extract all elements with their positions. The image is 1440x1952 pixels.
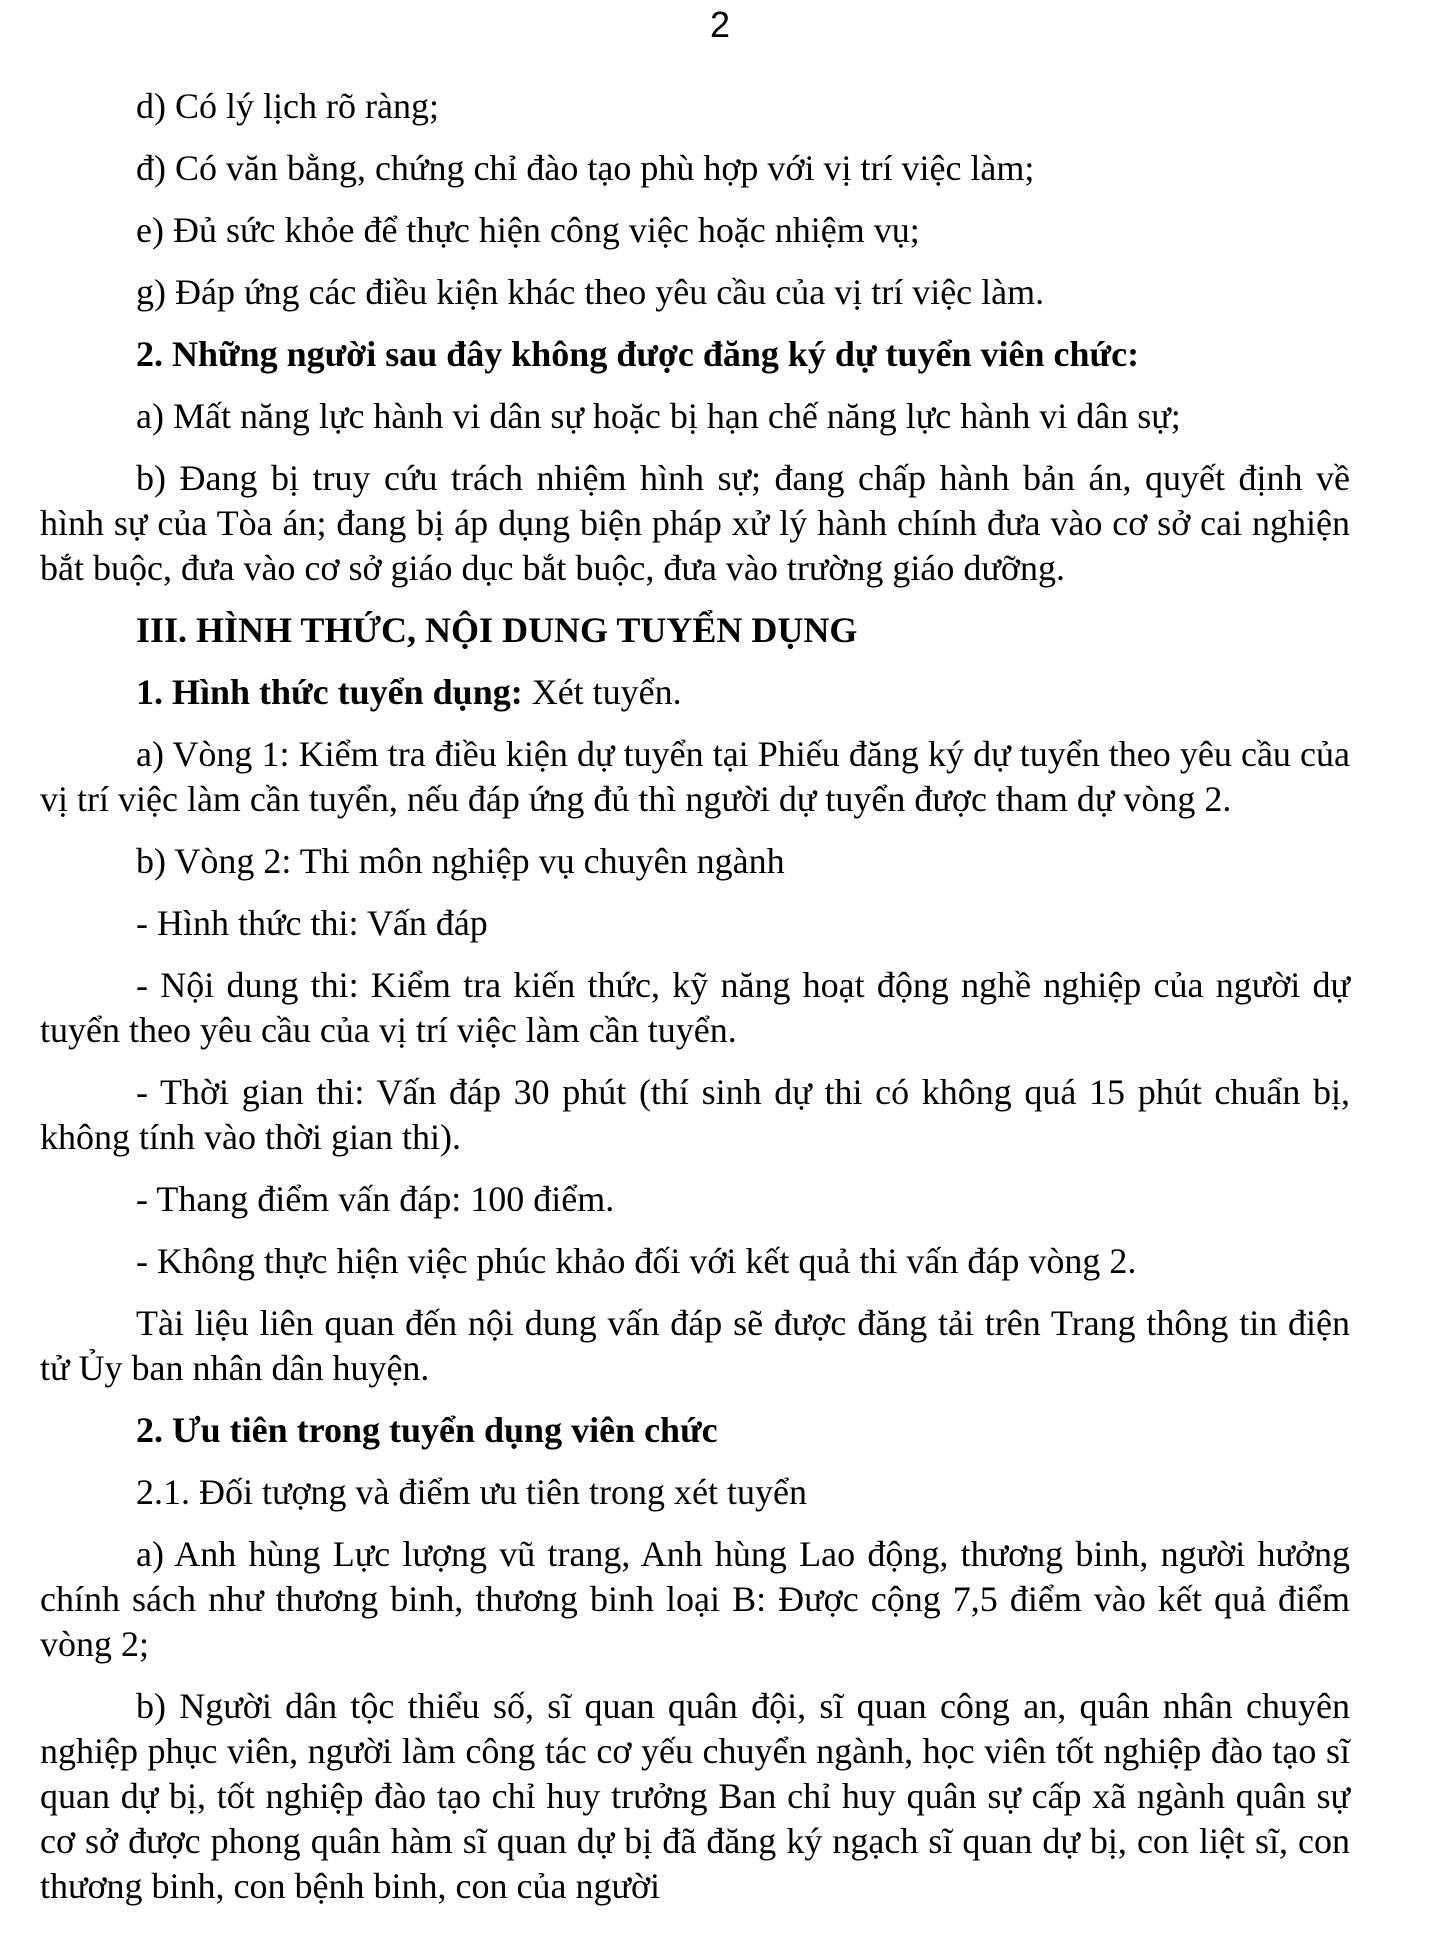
- priority-b: b) Người dân tộc thiểu số, sĩ quan quân đội, sĩ quan công an, quân nhân chuyên nghiệp phục viên, người làm công tác cơ yếu chuyển ngành, học viên tốt nghiệp đào tạo sĩ quan dự bị, tốt nghiệp đào tạo chỉ huy trưởng Ban chỉ huy quân sự cấp xã ngành quân sự cơ sở được phong quân hàm sĩ quan dự bị đã đăng ký ngạch sĩ quan dự bị, con liệt sĩ, con thương binh, con bệnh binh, con của người: [40, 1686, 1350, 1906]
- priority-subheading: 2.1. Đối tượng và điểm ưu tiên trong xét tuyển: [136, 1472, 807, 1512]
- materials-note: Tài liệu liên quan đến nội dung vấn đáp sẽ được đăng tải trên Trang thông tin điện tử Ủy ban nhân dân huyện.: [40, 1303, 1350, 1388]
- condition-dd: đ) Có văn bằng, chứng chỉ đào tạo phù hợp với vị trí việc làm;: [136, 148, 1035, 188]
- section-iii-heading: III. HÌNH THỨC, NỘI DUNG TUYỂN DỤNG: [136, 610, 858, 650]
- no-review: - Không thực hiện việc phúc khảo đối với kết quả thi vấn đáp vòng 2.: [136, 1241, 1137, 1281]
- exam-scale: - Thang điểm vấn đáp: 100 điểm.: [136, 1179, 615, 1219]
- condition-g: g) Đáp ứng các điều kiện khác theo yêu cầu của vị trí việc làm.: [136, 272, 1045, 312]
- exam-content: - Nội dung thi: Kiểm tra kiến thức, kỹ năng hoạt động nghề nghiệp của người dự tuyển theo yêu cầu của vị trí việc làm cần tuyển.: [40, 965, 1350, 1050]
- section-2-heading: 2. Những người sau đây không được đăng ký dự tuyển viên chức:: [136, 334, 1140, 374]
- recruitment-form-label: 1. Hình thức tuyển dụng:: [136, 672, 523, 712]
- exclusion-b: b) Đang bị truy cứu trách nhiệm hình sự; đang chấp hành bản án, quyết định về hình sự của Tòa án; đang bị áp dụng biện pháp xử lý hành chính đưa vào cơ sở cai nghiện bắt buộc, đưa vào cơ sở giáo dục bắt buộc, đưa vào trường giáo dưỡng.: [40, 458, 1350, 588]
- recruitment-form-value: Xét tuyển.: [522, 672, 682, 712]
- round-1: a) Vòng 1: Kiểm tra điều kiện dự tuyển tại Phiếu đăng ký dự tuyển theo yêu cầu của vị trí việc làm cần tuyển, nếu đáp ứng đủ thì người dự tuyển được tham dự vòng 2.: [40, 734, 1350, 819]
- exclusion-a: a) Mất năng lực hành vi dân sự hoặc bị hạn chế năng lực hành vi dân sự;: [136, 396, 1181, 436]
- priority-a: a) Anh hùng Lực lượng vũ trang, Anh hùng Lao động, thương binh, người hưởng chính sách như thương binh, thương binh loại B: Được cộng 7,5 điểm vào kết quả điểm vòng 2;: [40, 1534, 1350, 1664]
- condition-e: e) Đủ sức khỏe để thực hiện công việc hoặc nhiệm vụ;: [136, 210, 920, 250]
- priority-heading: 2. Ưu tiên trong tuyển dụng viên chức: [136, 1410, 718, 1450]
- condition-d: d) Có lý lịch rõ ràng;: [136, 86, 439, 126]
- exam-format: - Hình thức thi: Vấn đáp: [136, 903, 488, 943]
- exam-duration: - Thời gian thi: Vấn đáp 30 phút (thí sinh dự thi có không quá 15 phút chuẩn bị, không tính vào thời gian thi).: [40, 1072, 1350, 1157]
- page-number: 2: [709, 4, 731, 45]
- round-2: b) Vòng 2: Thi môn nghiệp vụ chuyên ngành: [136, 841, 785, 881]
- recruitment-form: [40, 670, 1350, 715]
